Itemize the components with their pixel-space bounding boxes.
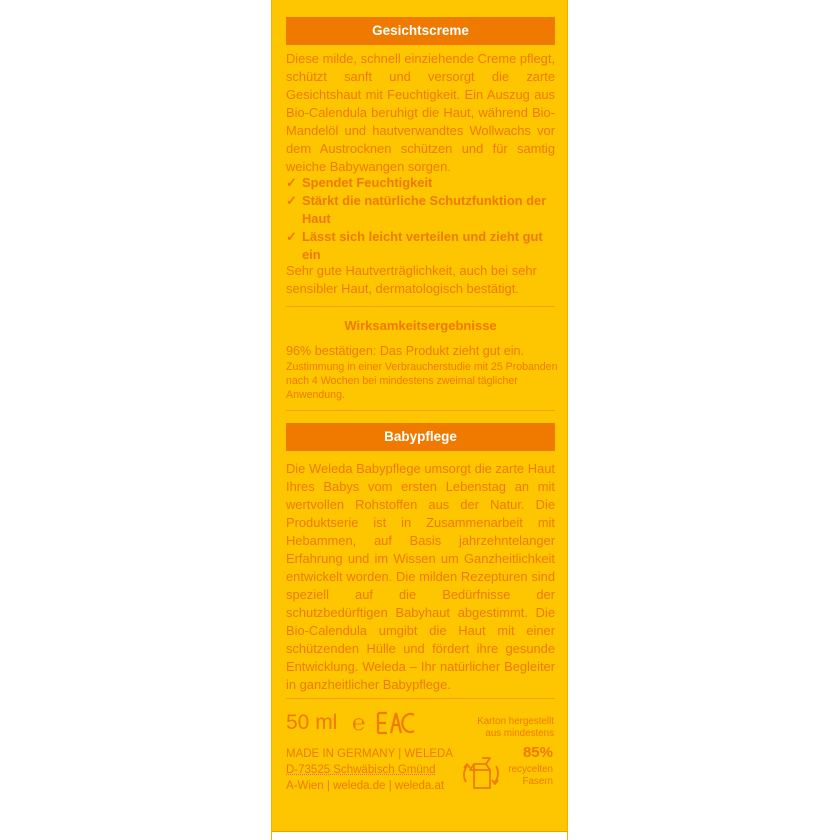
benefit-item	[286, 192, 556, 228]
checkmark-icon: ✓	[286, 193, 297, 208]
divider	[286, 306, 555, 307]
tolerance-note: Sehr gute Hautverträglichkeit, auch bei sehr sensibler Haut, dermatologisch bestätigt.	[286, 263, 537, 296]
checkmark-icon: ✓	[286, 175, 297, 190]
benefit-list	[286, 174, 556, 264]
divider	[286, 410, 555, 411]
babypflege-description: Die Weleda Babypflege umsorgt die zarte Haut Ihres Babys vom ersten Lebenstag an mit wertvollen Rohstoffen aus der Natur. Die Produktserie ist in Zusammenarbeit mit Hebammen, auf Basis jahrzehntelanger Erfahrung und im Wissen um Ganzheitlichkeit entwickelt worden. Die milden Rezepturen sind speziell auf die Bedürfnisse der schutzbedürftigen Babyhaut abgestimmt. Die Bio-Calendula umgibt die Haut mit einer schützenden Hülle und fördert ihre gesunde Entwicklung. Weleda – Ihr natürlicher Begleiter in ganzheitlicher Babypflege.	[286, 461, 555, 692]
benefit-label: Stärkt die natürliche Schutzfunktion der Haut	[302, 193, 547, 226]
results-heading: Wirksamkeitsergebnisse	[344, 318, 497, 333]
benefit-item	[286, 174, 556, 192]
product-panel	[271, 0, 568, 840]
divider	[286, 698, 555, 699]
benefit-label: Spendet Feuchtigkeit	[302, 175, 433, 190]
manufacturer-line: D-73525 Schwäbisch Gmünd	[286, 764, 436, 776]
manufacturer-info	[286, 746, 453, 794]
net-volume: 50 ml	[286, 711, 338, 734]
carton-line: Karton hergestellt	[477, 716, 554, 727]
manufacturer-line: A-Wien | weleda.de | weleda.at	[286, 780, 445, 792]
section-title-babypflege: Babypflege	[286, 423, 555, 451]
estimated-sign-icon: ℮	[352, 710, 366, 735]
fibre-line: recycelten	[508, 764, 553, 775]
benefit-label: Lässt sich leicht verteilen und zieht gut ein	[302, 229, 543, 262]
manufacturer-line: MADE IN GERMANY | WELEDA	[286, 748, 453, 760]
checkmark-icon: ✓	[286, 229, 297, 244]
panel-bottom-edge	[272, 831, 567, 840]
results-headline: 96% bestätigen: Das Produkt zieht gut ein.	[286, 344, 525, 358]
fibre-line: Fasern	[522, 776, 553, 787]
recycled-fibres-label	[508, 764, 553, 788]
section-title-gesichtscreme: Gesichtscreme	[286, 17, 555, 45]
recycled-carton-icon	[458, 752, 504, 794]
recycled-percent: 85%	[522, 744, 553, 761]
product-description: Diese milde, schnell einziehende Creme pflegt, schützt sanft und versorgt die zarte Gesichtshaut mit Feuchtigkeit. Ein Auszug aus Bio-Calendula beruhigt die Haut, während Bio-Mandelöl und hautverwandtes Wollwachs vor dem Austrocknen schützen und für samtig weiche Babywangen sorgen.	[286, 51, 555, 174]
benefit-item	[286, 228, 556, 264]
results-footnote: Zustimmung in einer Verbraucherstudie mit 25 Probanden nach 4 Wochen bei mindestens zweimal täglicher Anwendung.	[286, 361, 558, 401]
carton-line: aus mindestens	[485, 728, 554, 739]
eac-conformity-mark-icon	[376, 710, 420, 736]
carton-info	[468, 716, 554, 740]
